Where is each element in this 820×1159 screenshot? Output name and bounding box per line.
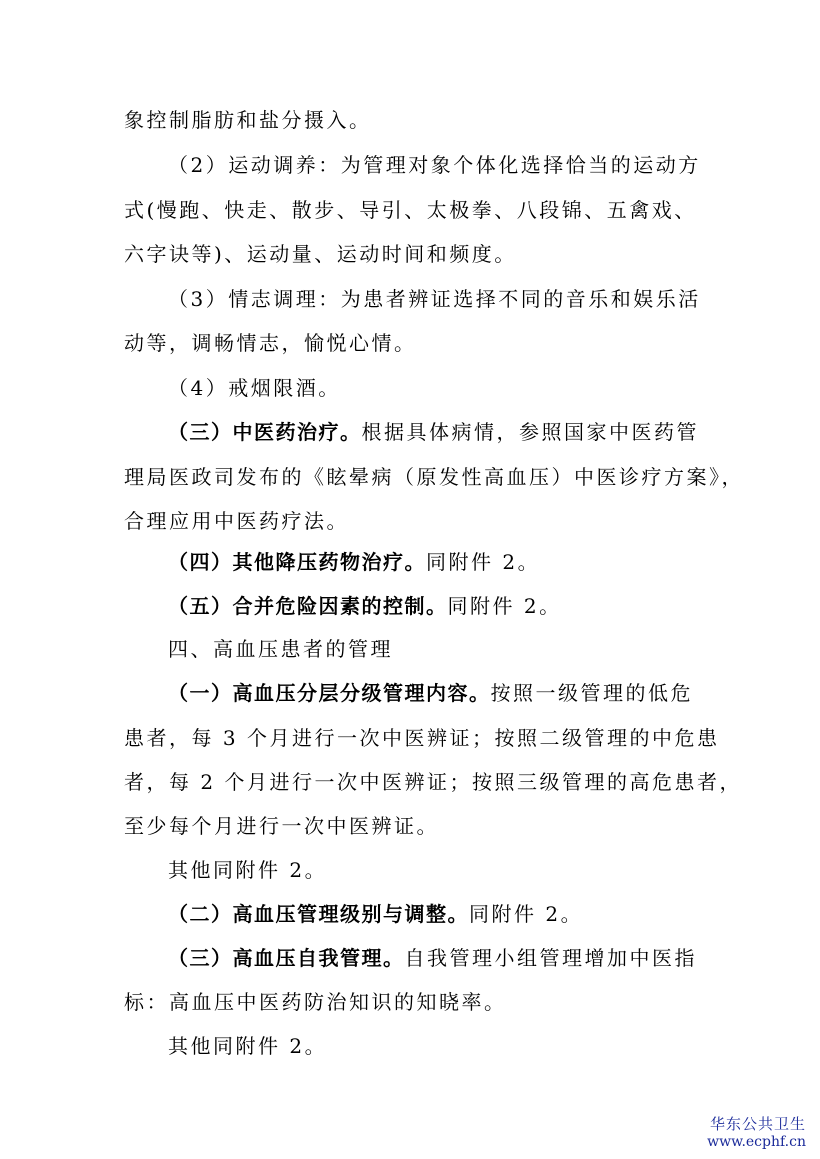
section-heading: （一）高血压分层分级管理内容。 <box>168 681 491 705</box>
text-line: 其他同附件 2。 <box>168 858 328 882</box>
section-heading: （三）高血压自我管理。 <box>168 946 405 970</box>
text-line: 六字诀等)、运动量、运动时间和频度。 <box>124 242 517 266</box>
part-four-title: 四、高血压患者的管理 <box>168 637 393 661</box>
section-heading: （四）其他降压药物治疗。 <box>168 550 426 574</box>
watermark-name: 华东公共卫生 <box>709 1115 806 1133</box>
section-heading: （五）合并危险因素的控制。 <box>168 594 448 618</box>
text-line: 至少每个月进行一次中医辨证。 <box>124 814 439 838</box>
section-text: 同附件 2。 <box>426 550 541 574</box>
text-line: 其他同附件 2。 <box>168 1034 328 1058</box>
section-text: 同附件 2。 <box>469 902 584 926</box>
section-text: 自我管理小组管理增加中医指 <box>404 946 697 970</box>
management-three-line <box>168 943 697 973</box>
text-line: 合理应用中医药疗法。 <box>124 509 349 533</box>
section-text: 同附件 2。 <box>447 594 562 618</box>
section-heading: （二）高血压管理级别与调整。 <box>168 902 469 926</box>
watermark-url: www.ecphf.cn <box>707 1134 806 1150</box>
text-line: （4）戒烟限酒。 <box>168 376 341 400</box>
section-three-line <box>168 417 699 447</box>
watermark <box>707 1115 806 1151</box>
section-text: 按照一级管理的低危 <box>490 681 693 705</box>
text-line: （3）情志调理：为患者辨证选择不同的音乐和娱乐活 <box>168 287 701 311</box>
text-line: （2）运动调养：为管理对象个体化选择恰当的运动方 <box>168 153 701 177</box>
section-five-line <box>168 591 562 621</box>
text-line: 标：高血压中医药防治知识的知晓率。 <box>124 990 507 1014</box>
text-line: 式(慢跑、快走、散步、导引、太极拳、八段锦、五禽戏、 <box>124 198 697 222</box>
management-two-line <box>168 899 583 929</box>
text-line: 动等，调畅情志，愉悦心情。 <box>124 331 417 355</box>
text-line: 者，每 2 个月进行一次中医辨证；按照三级管理的高危患者， <box>124 770 742 794</box>
management-one-line <box>168 678 693 708</box>
section-four-line <box>168 547 540 577</box>
section-text: 根据具体病情，参照国家中医药管 <box>361 420 699 444</box>
text-line: 象控制脂肪和盐分摄入。 <box>124 108 372 132</box>
text-line: 患者，每 3 个月进行一次中医辨证；按照二级管理的中危患 <box>124 726 720 750</box>
text-line: 理局医政司发布的《眩晕病（原发性高血压）中医诊疗方案》， <box>124 465 744 489</box>
section-heading: （三）中医药治疗。 <box>168 420 362 444</box>
